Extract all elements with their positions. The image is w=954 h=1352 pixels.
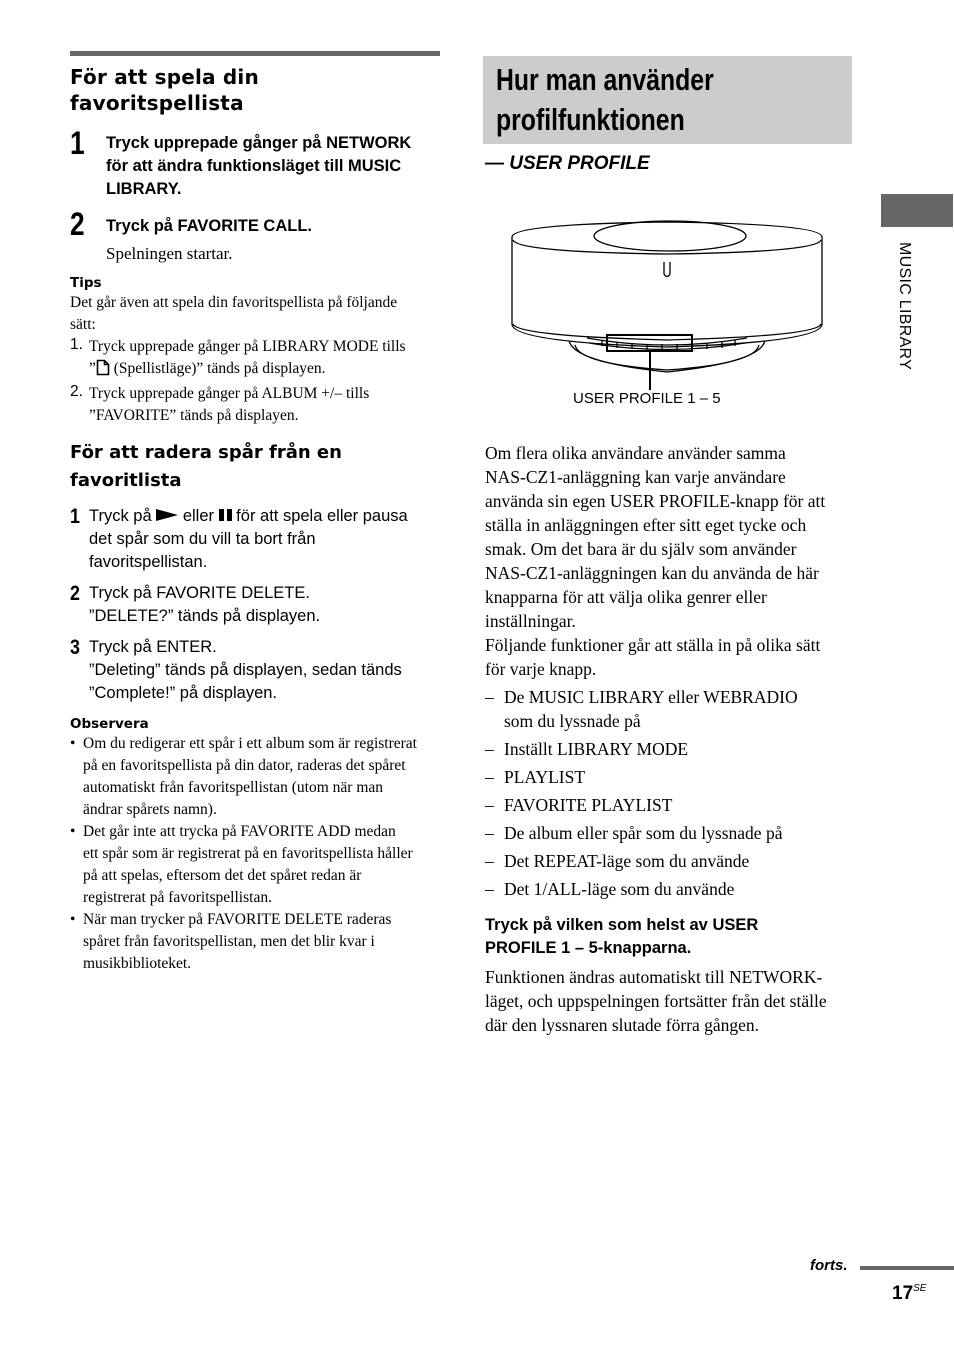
- paragraph-line: Följande funktioner går att ställa in på olika sätt: [485, 635, 821, 655]
- note-line: automatiskt från favoritspellistan (utom när man: [83, 779, 384, 796]
- step-line: ”Deleting” tänds på displayen, sedan tänds: [89, 661, 402, 679]
- note-line: När man trycker på FAVORITE DELETE raderas: [83, 911, 392, 928]
- dash-marker: –: [485, 739, 494, 759]
- tips-item-line: [89, 358, 406, 383]
- left-column: [70, 51, 440, 975]
- step-line: [89, 505, 408, 528]
- paragraph-line: knapparna för att välja olika genrer eller: [485, 587, 767, 607]
- play-icon: [156, 505, 178, 528]
- bullet-icon: •: [70, 735, 76, 752]
- page-number-suffix: SE: [913, 1283, 927, 1294]
- item-line: PLAYLIST: [504, 767, 586, 787]
- dash-marker: –: [485, 851, 494, 871]
- section-heading-play-favorite: [70, 64, 440, 116]
- step-number: 2: [70, 582, 80, 605]
- intro-paragraph: [485, 441, 857, 681]
- paragraph-line: smak. Om det bara är du själv som använder: [485, 539, 797, 559]
- function-item: [485, 877, 857, 901]
- paragraph-line: använda sin egen USER PROFILE-knapp för att: [485, 491, 826, 511]
- tips-intro: [70, 292, 440, 336]
- tips-item-number: 1.: [70, 336, 83, 353]
- step-line: Tryck på ENTER.: [89, 638, 217, 656]
- device-illustration: [507, 212, 827, 412]
- paragraph-line: Om flera olika användare använder samma: [485, 443, 786, 463]
- tips-item-line: ”FAVORITE” tänds på displayen.: [89, 407, 299, 424]
- step-number: 2: [70, 206, 85, 242]
- tips-item: [70, 383, 440, 427]
- playlist-file-icon: [96, 359, 110, 383]
- dash-marker: –: [485, 687, 494, 707]
- title-line: Hur man använder: [496, 62, 714, 97]
- tips-item-number: 2.: [70, 383, 83, 400]
- step-line: Tryck upprepade gånger på NETWORK: [106, 134, 412, 152]
- note-line: på att spelas, eftersom det det spåret redan är: [83, 867, 362, 884]
- step-2: [70, 206, 440, 242]
- note-line: Det går inte att trycka på FAVORITE ADD medan: [83, 823, 396, 840]
- instruction: [485, 914, 857, 960]
- bullet-icon: •: [70, 823, 76, 840]
- heading-line: För att radera spår från en: [70, 442, 342, 463]
- chapter-tab-marker: [881, 194, 953, 227]
- step-line: LIBRARY.: [106, 180, 182, 198]
- note-line: på en favoritspellista på din dator, raderas det spåret: [83, 757, 406, 774]
- note-line: registrerat på favoritspellistan.: [83, 889, 272, 906]
- tips-item-text: (Spellistläge)” tänds på displayen.: [109, 360, 326, 377]
- paragraph-line: för varje knapp.: [485, 659, 597, 679]
- step-text: [106, 132, 411, 201]
- note-line: spåret från favoritspellistan, men det blir kvar i: [83, 933, 375, 950]
- tips-item-line: Tryck upprepade gånger på LIBRARY MODE tills: [89, 338, 406, 355]
- result-paragraph: [485, 965, 857, 1037]
- delete-step-2: [70, 582, 440, 628]
- item-line: Inställt LIBRARY MODE: [504, 739, 689, 759]
- function-item: [485, 849, 857, 873]
- item-line: FAVORITE PLAYLIST: [504, 795, 673, 815]
- step-line: favoritspellistan.: [89, 553, 208, 571]
- page-number: [892, 1283, 926, 1305]
- quote: ”: [89, 360, 96, 377]
- step-line: Tryck på FAVORITE DELETE.: [89, 584, 310, 602]
- note-line: ett spår som är registrerat på en favoritspellista håller: [83, 845, 413, 862]
- paragraph-line: ställa in anläggningen efter sitt eget tycke och: [485, 515, 807, 535]
- heading-line: favoritlista: [70, 470, 182, 491]
- note-item: [70, 821, 440, 909]
- bullet-icon: •: [70, 911, 76, 928]
- function-item: [485, 737, 857, 761]
- paragraph-line: läget, och uppspelningen fortsätter från det ställe: [485, 991, 827, 1011]
- instruction-line: Tryck på vilken som helst av USER: [485, 916, 759, 934]
- page-subtitle: — USER PROFILE: [485, 153, 650, 174]
- note-item: [70, 733, 440, 821]
- tips-label: Tips: [70, 275, 102, 291]
- function-item: [485, 821, 857, 845]
- step-line: ”DELETE?” tänds på displayen.: [89, 607, 321, 625]
- instruction-line: PROFILE 1 – 5-knapparna.: [485, 939, 692, 957]
- step-number: 3: [70, 636, 80, 659]
- function-item: [485, 793, 857, 817]
- tips-line: Det går även att spela din favoritspellista på följande: [70, 294, 398, 311]
- paragraph-line: inställningar.: [485, 611, 576, 631]
- dash-marker: –: [485, 767, 494, 787]
- item-line: som du lyssnade på: [504, 711, 641, 731]
- paragraph-line: där den lyssnaren slutade förra gången.: [485, 1015, 760, 1035]
- note-line: musikbiblioteket.: [83, 955, 192, 972]
- tips-item: [70, 336, 440, 383]
- paragraph-line: NAS-CZ1-anläggningen kan du använda de här: [485, 563, 819, 583]
- page-title: [483, 56, 852, 144]
- item-line: Det 1/ALL-läge som du använde: [504, 879, 735, 899]
- step-line: ”Complete!” på displayen.: [89, 684, 278, 702]
- title-line: profilfunktionen: [496, 102, 685, 137]
- section-rule: [70, 51, 440, 56]
- right-column: [485, 56, 855, 175]
- step-text: för att spela eller pausa: [231, 507, 408, 525]
- step-text: eller: [178, 507, 219, 525]
- tips-item-line: Tryck upprepade gånger på ALBUM +/– tills: [89, 385, 370, 402]
- section-heading-delete-favorite: [70, 439, 440, 495]
- function-item: [485, 685, 857, 733]
- heading-line: För att spela din: [70, 65, 259, 89]
- heading-line: favoritspellista: [70, 91, 244, 115]
- dash-marker: –: [485, 879, 494, 899]
- note-item: [70, 909, 440, 975]
- note-line: ändrar spårets namn).: [83, 801, 217, 818]
- paragraph-line: Funktionen ändras automatiskt till NETWORK-: [485, 967, 823, 987]
- step-result: Spelningen startar.: [106, 244, 233, 263]
- note-list: [70, 733, 440, 975]
- function-list: [485, 685, 857, 901]
- function-item: [485, 765, 857, 789]
- continued-rule: [860, 1266, 954, 1270]
- delete-step-3: [70, 636, 440, 705]
- note-label: Observera: [70, 716, 149, 732]
- tips-line: sätt:: [70, 316, 96, 333]
- paragraph-line: NAS-CZ1-anläggning kan varje användare: [485, 467, 786, 487]
- right-body: [485, 441, 857, 1037]
- item-line: Det REPEAT-läge som du använde: [504, 851, 750, 871]
- step-line: det spår som du vill ta bort från: [89, 530, 316, 548]
- step-line: för att ändra funktionsläget till MUSIC: [106, 157, 402, 175]
- item-line: De album eller spår som du lyssnade på: [504, 823, 783, 843]
- dash-marker: –: [485, 795, 494, 815]
- step-1: [70, 125, 440, 201]
- item-line: De MUSIC LIBRARY eller WEBRADIO: [504, 687, 798, 707]
- chapter-tab-label: MUSIC LIBRARY: [896, 242, 913, 371]
- step-number: 1: [70, 505, 80, 528]
- step-number: 1: [70, 125, 85, 161]
- pause-icon: [219, 505, 232, 528]
- dash-marker: –: [485, 823, 494, 843]
- delete-step-1: [70, 505, 440, 574]
- note-line: Om du redigerar ett spår i ett album som är registrerat: [83, 735, 417, 752]
- page-number-value: 17: [892, 1283, 914, 1304]
- step-text: Tryck på: [89, 507, 157, 525]
- tips-list: [70, 336, 440, 427]
- continued-label: forts.: [810, 1257, 848, 1274]
- step-text: Tryck på FAVORITE CALL.: [106, 217, 312, 235]
- figure-callout-label: USER PROFILE 1 – 5: [573, 390, 721, 407]
